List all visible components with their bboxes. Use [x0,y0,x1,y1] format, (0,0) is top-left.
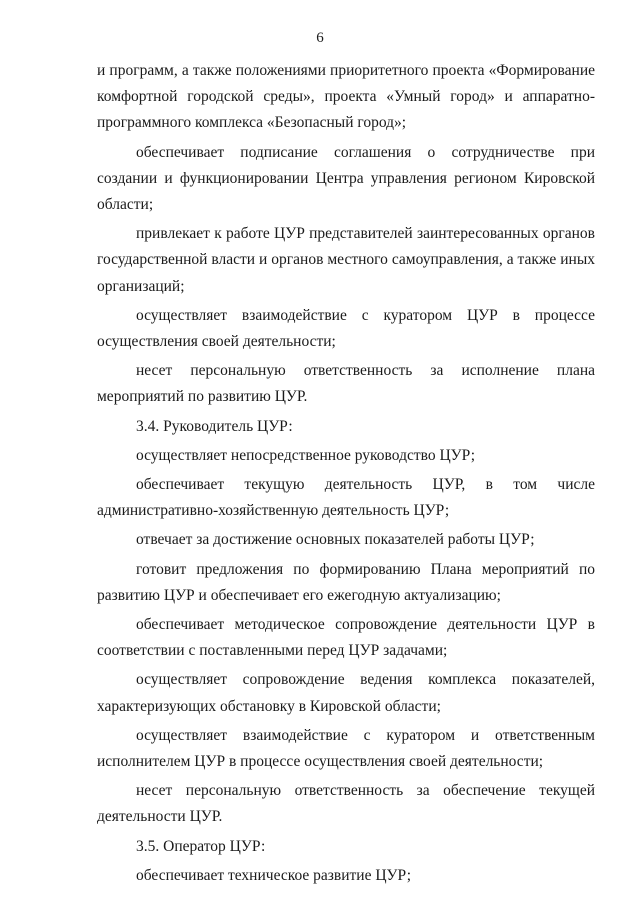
paragraph: несет персональную ответственность за исполнение плана мероприятий по развитию ЦУР. [97,362,595,406]
paragraph: обеспечивает подписание соглашения о сотрудничестве при создании и функционировании Центра управления регионом Кировской области; [97,143,595,214]
section-heading: 3.4. Руководитель ЦУР: [136,417,293,435]
paragraph: обеспечивает методическое сопровождение деятельности ЦУР в соответствии с поставленными перед ЦУР задачами; [97,616,595,660]
paragraph: осуществляет взаимодействие с куратором ЦУР в процессе осуществления своей деятельности; [97,306,595,351]
paragraph: обеспечивает текущую деятельность ЦУР, в том числе административно-хозяйственную деятельность ЦУР; [97,476,595,520]
paragraph: осуществляет сопровождение ведения комплекса показателей, характеризующих обстановку в Кировской области; [97,671,595,715]
paragraph: и программ, а также положениями приоритетного проекта «Формирование комфортной городской среды», проекта «Умный город» и аппаратно-программного комплекса «Безопасный город»; [97,62,595,132]
paragraph: осуществляет взаимодействие с куратором и ответственным исполнителем ЦУР в процессе осуществления своей деятельности; [97,726,595,771]
paragraph: обеспечивает техническое развитие ЦУР; [136,866,412,884]
paragraph: несет персональную ответственность за обеспечение текущей деятельности ЦУР. [97,782,595,826]
document-body [97,58,595,889]
page-number: 6 [316,30,324,46]
paragraph: привлекает к работе ЦУР представителей заинтересованных органов государственной власти и органов местного самоуправления, а также иных организаций; [97,225,595,295]
paragraph: готовит предложения по формированию Плана мероприятий по развитию ЦУР и обеспечивает его ежегодную актуализацию; [97,560,595,604]
paragraph: осуществляет непосредственное руководство ЦУР; [136,446,476,464]
paragraph: отвечает за достижение основных показателей работы ЦУР; [136,531,535,549]
section-heading: 3.5. Оператор ЦУР: [136,837,266,855]
